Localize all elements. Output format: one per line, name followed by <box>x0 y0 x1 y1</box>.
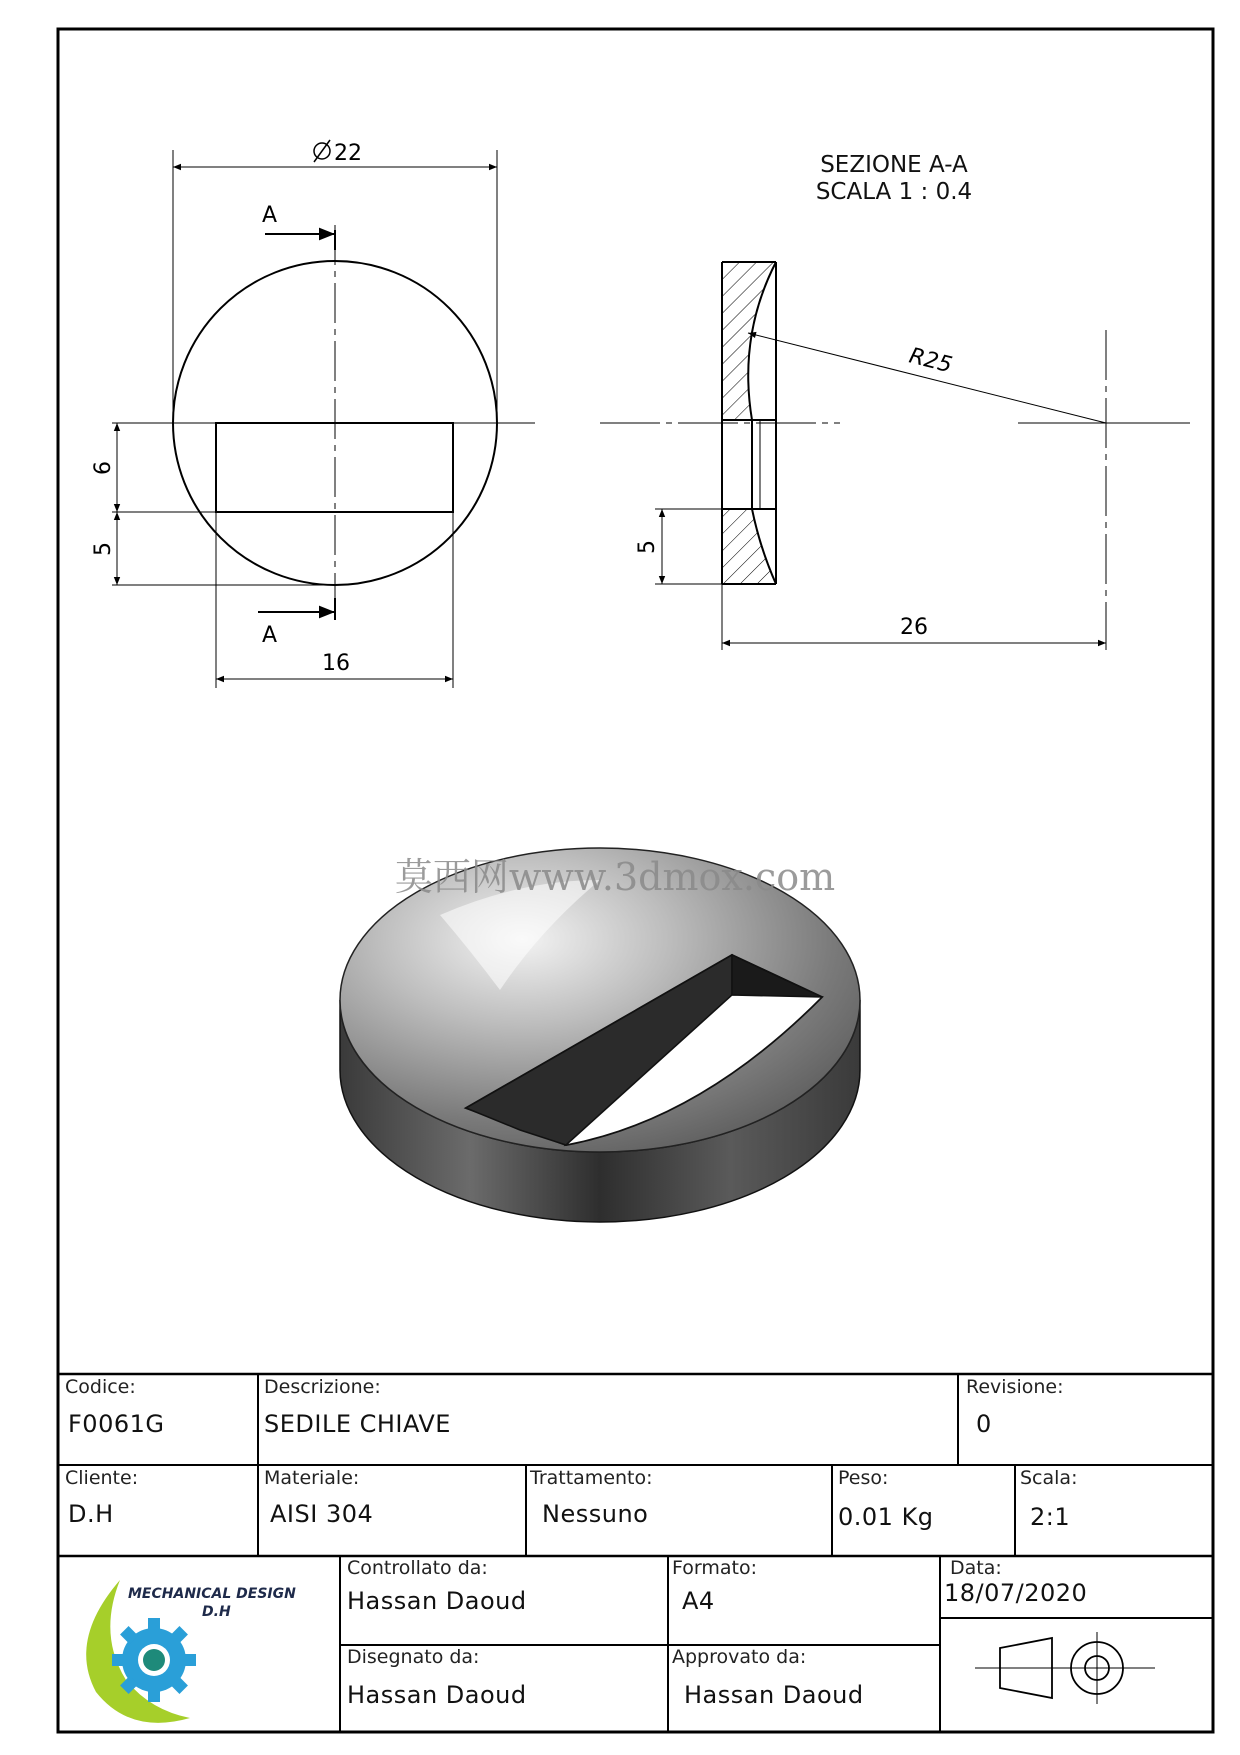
diameter-label: 22 <box>334 141 362 166</box>
slot-width-label: 16 <box>322 651 350 676</box>
codice-label: Codice: <box>65 1376 136 1398</box>
front-view <box>112 150 535 688</box>
slot-height-label: 6 <box>91 461 116 475</box>
formato-value: A4 <box>682 1587 715 1615</box>
section-marker-bottom: A <box>262 623 278 648</box>
section-scale: SCALA 1 : 0.4 <box>815 179 973 205</box>
section-offset-label: 5 <box>635 540 660 554</box>
disegnato-value: Hassan Daoud <box>347 1681 527 1709</box>
radius-label: R25 <box>906 343 955 379</box>
peso-value: 0.01 Kg <box>838 1503 934 1531</box>
data-label: Data: <box>950 1557 1002 1579</box>
scala-label: Scala: <box>1020 1467 1078 1489</box>
data-value: 18/07/2020 <box>944 1579 1088 1607</box>
logo-text-line2: D.H <box>202 1604 231 1620</box>
descrizione-label: Descrizione: <box>264 1376 381 1398</box>
approvato-label: Approvato da: <box>672 1646 807 1668</box>
materiale-label: Materiale: <box>264 1467 360 1489</box>
isometric-render <box>340 848 860 1222</box>
cliente-label: Cliente: <box>65 1467 139 1489</box>
peso-label: Peso: <box>838 1467 889 1489</box>
disegnato-label: Disegnato da: <box>347 1646 480 1668</box>
title-block <box>58 1374 1213 1732</box>
approvato-value: Hassan Daoud <box>684 1681 864 1709</box>
codice-value: F0061G <box>68 1410 165 1438</box>
diameter-symbol-icon <box>314 140 330 162</box>
scala-value: 2:1 <box>1030 1503 1071 1531</box>
watermark: 莫西网www.3dmox.com <box>394 855 836 899</box>
logo-text-line1: MECHANICAL DESIGN <box>128 1586 296 1602</box>
trattamento-label: Trattamento: <box>530 1467 653 1489</box>
section-title: SEZIONE A-A <box>820 152 968 178</box>
section-marker-top: A <box>262 203 278 228</box>
controllato-value: Hassan Daoud <box>347 1587 527 1615</box>
revisione-label: Revisione: <box>966 1376 1064 1398</box>
trattamento-value: Nessuno <box>542 1500 649 1528</box>
center-distance-label: 26 <box>900 615 928 640</box>
descrizione-value: SEDILE CHIAVE <box>264 1410 451 1438</box>
materiale-value: AISI 304 <box>270 1500 374 1528</box>
cliente-value: D.H <box>68 1500 114 1528</box>
formato-label: Formato: <box>672 1557 757 1579</box>
section-view <box>600 262 1190 650</box>
controllato-label: Controllato da: <box>347 1557 488 1579</box>
offset-label: 5 <box>91 542 116 556</box>
revisione-value: 0 <box>976 1410 992 1438</box>
